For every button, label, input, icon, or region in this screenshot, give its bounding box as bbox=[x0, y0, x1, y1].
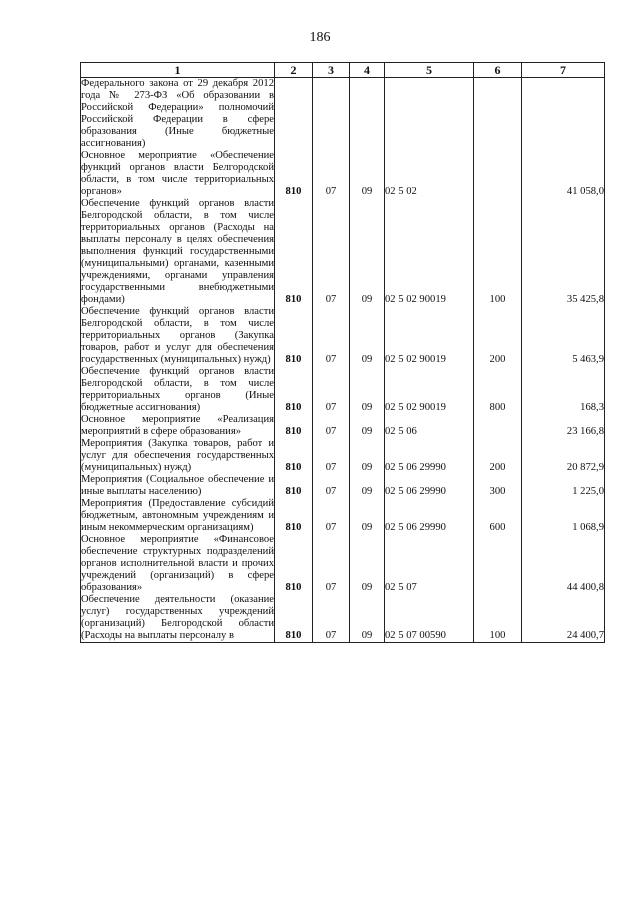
code-subsection: 09 bbox=[350, 414, 385, 438]
code-expense-type bbox=[474, 414, 522, 438]
amount: 5 463,9 bbox=[522, 306, 605, 366]
code-expense-type bbox=[474, 78, 522, 151]
code-admin: 810 bbox=[275, 198, 313, 306]
col-header-5: 5 bbox=[385, 63, 474, 78]
row-description: Обеспечение деятельности (оказание услуг) государственных учреждений (организаций) Белгородской области (Расходы на выплаты персоналу в bbox=[81, 594, 274, 641]
code-expense-type: 800 bbox=[474, 366, 522, 414]
code-admin: 810 bbox=[275, 366, 313, 414]
code-admin: 810 bbox=[275, 414, 313, 438]
row-description: Мероприятия (Социальное обеспечение и иные выплаты населению) bbox=[81, 474, 274, 497]
table-row bbox=[81, 534, 605, 594]
col-header-2: 2 bbox=[275, 63, 313, 78]
code-admin: 810 bbox=[275, 498, 313, 534]
code-subsection: 09 bbox=[350, 366, 385, 414]
code-admin: 810 bbox=[275, 150, 313, 198]
code-target: 02 5 02 90019 bbox=[385, 306, 474, 366]
row-description: Федерального закона от 29 декабря 2012 года № 273-ФЗ «Об образовании в Российской Федерации» полномочий Российской Федерации в сфере образования (Иные бюджетные ассигнования) bbox=[81, 78, 274, 149]
row-description: Основное мероприятие «Обеспечение функций органов власти Белгородской области, в том числе территориальных органов» bbox=[81, 150, 274, 197]
col-header-4: 4 bbox=[350, 63, 385, 78]
code-admin: 810 bbox=[275, 474, 313, 498]
code-section: 07 bbox=[313, 438, 350, 474]
amount: 35 425,8 bbox=[522, 198, 605, 306]
table-row bbox=[81, 474, 605, 498]
table-row bbox=[81, 438, 605, 474]
code-admin bbox=[275, 78, 313, 151]
code-subsection: 09 bbox=[350, 534, 385, 594]
page-number: 186 bbox=[309, 30, 331, 45]
table-row bbox=[81, 198, 605, 306]
table-row bbox=[81, 78, 605, 151]
code-expense-type: 200 bbox=[474, 438, 522, 474]
code-expense-type: 100 bbox=[474, 594, 522, 643]
row-description: Основное мероприятие «Финансовое обеспечение структурных подразделений органов исполнительной власти и прочих учреждений (организаций) в сфере образования» bbox=[81, 534, 274, 593]
table-row bbox=[81, 498, 605, 534]
col-header-1: 1 bbox=[81, 63, 275, 78]
code-admin: 810 bbox=[275, 594, 313, 643]
code-section: 07 bbox=[313, 594, 350, 643]
code-target: 02 5 07 00590 bbox=[385, 594, 474, 643]
amount: 1 068,9 bbox=[522, 498, 605, 534]
code-section: 07 bbox=[313, 474, 350, 498]
code-section: 07 bbox=[313, 306, 350, 366]
code-target: 02 5 06 29990 bbox=[385, 474, 474, 498]
amount: 41 058,0 bbox=[522, 150, 605, 198]
code-section bbox=[313, 78, 350, 151]
row-description: Мероприятия (Закупка товаров, работ и услуг для обеспечения государственных (муниципальных) нужд) bbox=[81, 438, 274, 473]
code-expense-type: 100 bbox=[474, 198, 522, 306]
amount bbox=[522, 78, 605, 151]
row-description: Обеспечение функций органов власти Белгородской области, в том числе территориальных органов (Иные бюджетные ассигнования) bbox=[81, 366, 274, 413]
code-target: 02 5 06 29990 bbox=[385, 438, 474, 474]
row-description: Основное мероприятие «Реализация мероприятий в сфере образования» bbox=[81, 414, 274, 437]
table-row bbox=[81, 306, 605, 366]
code-expense-type: 600 bbox=[474, 498, 522, 534]
col-header-3: 3 bbox=[313, 63, 350, 78]
amount: 20 872,9 bbox=[522, 438, 605, 474]
code-target: 02 5 06 29990 bbox=[385, 498, 474, 534]
code-subsection: 09 bbox=[350, 306, 385, 366]
code-target: 02 5 07 bbox=[385, 534, 474, 594]
amount: 23 166,8 bbox=[522, 414, 605, 438]
amount: 1 225,0 bbox=[522, 474, 605, 498]
code-subsection: 09 bbox=[350, 474, 385, 498]
budget-table bbox=[80, 62, 605, 643]
code-expense-type bbox=[474, 534, 522, 594]
table-row bbox=[81, 414, 605, 438]
code-subsection: 09 bbox=[350, 594, 385, 643]
table-row bbox=[81, 150, 605, 198]
row-description: Обеспечение функций органов власти Белгородской области, в том числе территориальных органов (Расходы на выплаты персоналу в целях обеспечения выполнения функций государственными (муниципальными) органами, казенными учреждениями, органами управления государственными внебюджетными фондами) bbox=[81, 198, 274, 305]
col-header-6: 6 bbox=[474, 63, 522, 78]
code-subsection bbox=[350, 78, 385, 151]
header-row bbox=[81, 63, 605, 78]
code-section: 07 bbox=[313, 198, 350, 306]
code-target: 02 5 02 90019 bbox=[385, 366, 474, 414]
code-target: 02 5 02 bbox=[385, 150, 474, 198]
code-expense-type: 200 bbox=[474, 306, 522, 366]
code-subsection: 09 bbox=[350, 198, 385, 306]
code-subsection: 09 bbox=[350, 438, 385, 474]
amount: 44 400,8 bbox=[522, 534, 605, 594]
code-section: 07 bbox=[313, 534, 350, 594]
code-section: 07 bbox=[313, 498, 350, 534]
table-row bbox=[81, 594, 605, 643]
code-admin: 810 bbox=[275, 534, 313, 594]
code-target: 02 5 06 bbox=[385, 414, 474, 438]
code-section: 07 bbox=[313, 366, 350, 414]
amount: 168,3 bbox=[522, 366, 605, 414]
code-expense-type bbox=[474, 150, 522, 198]
code-admin: 810 bbox=[275, 306, 313, 366]
row-description: Мероприятия (Предоставление субсидий бюджетным, автономным учреждениям и иным некоммерческим организациям) bbox=[81, 498, 274, 533]
col-header-7: 7 bbox=[522, 63, 605, 78]
code-target bbox=[385, 78, 474, 151]
code-section: 07 bbox=[313, 150, 350, 198]
code-expense-type: 300 bbox=[474, 474, 522, 498]
code-subsection: 09 bbox=[350, 498, 385, 534]
row-description: Обеспечение функций органов власти Белгородской области, в том числе территориальных органов (Закупка товаров, работ и услуг для обеспечения государственных (муниципальных) нужд) bbox=[81, 306, 274, 365]
code-target: 02 5 02 90019 bbox=[385, 198, 474, 306]
amount: 24 400,7 bbox=[522, 594, 605, 643]
code-section: 07 bbox=[313, 414, 350, 438]
code-subsection: 09 bbox=[350, 150, 385, 198]
table-row bbox=[81, 366, 605, 414]
code-admin: 810 bbox=[275, 438, 313, 474]
